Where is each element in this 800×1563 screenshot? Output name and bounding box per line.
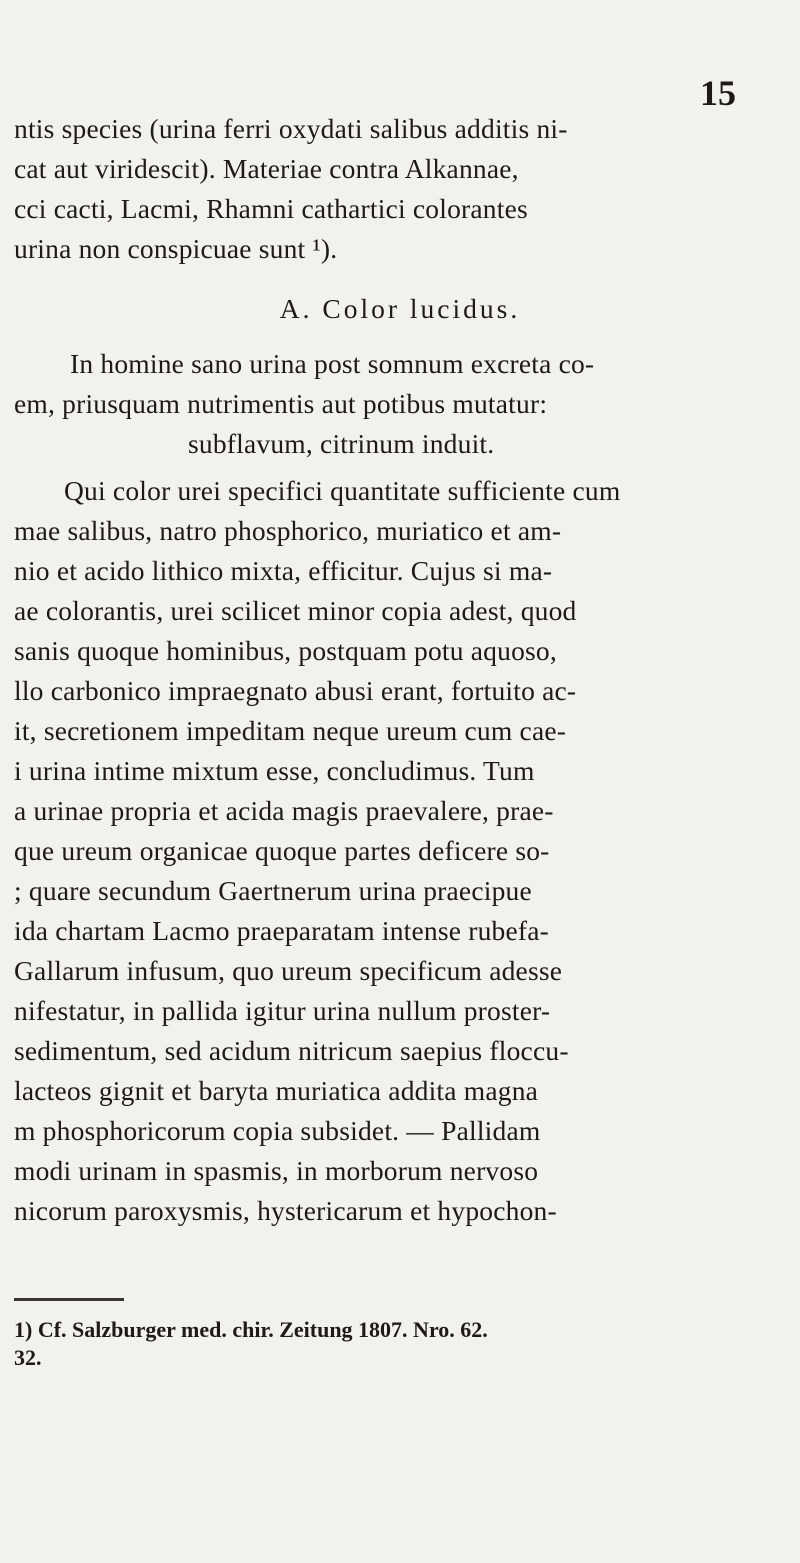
text-line: Gallarum infusum, quo ureum specificum adesse — [14, 955, 563, 986]
text-line: lacteos gignit et baryta muriatica addita magna — [14, 1075, 539, 1106]
text-line: it, secretionem impeditam neque ureum cum cae- — [14, 715, 567, 746]
footnote-continuation: 32. — [14, 1345, 42, 1370]
text-line: cat aut viridescit). Materiae contra Alkannae, — [14, 153, 519, 184]
text-line: llo carbonico impraegnato abusi erant, fortuito ac- — [14, 675, 577, 706]
text-line: a urinae propria et acida magis praevalere, prae- — [14, 795, 554, 826]
text-line: sedimentum, sed acidum nitricum saepius floccu- — [14, 1035, 569, 1066]
text-line: nifestatur, in pallida igitur urina nullum proster- — [14, 995, 551, 1026]
text-line: ; quare secundum Gaertnerum urina praecipue — [14, 875, 532, 906]
footnote-divider — [14, 1298, 124, 1301]
text-line: que ureum organicae quoque partes deficere so- — [14, 835, 550, 866]
text-line: ae colorantis, urei scilicet minor copia adest, quod — [14, 595, 577, 626]
text-line: em, priusquam nutrimentis aut potibus mutatur: — [14, 388, 548, 419]
page-number: 15 — [700, 73, 736, 113]
text-line: subflavum, citrinum induit. — [188, 428, 495, 459]
text-line: nicorum paroxysmis, hystericarum et hypochon- — [14, 1195, 557, 1226]
text-line: cci cacti, Lacmi, Rhamni cathartici colorantes — [14, 193, 528, 224]
text-line: sanis quoque hominibus, postquam potu aquoso, — [14, 635, 557, 666]
text-line: i urina intime mixtum esse, concludimus. Tum — [14, 755, 535, 786]
text-line: urina non conspicuae sunt ¹). — [14, 233, 338, 264]
text-line: ntis species (urina ferri oxydati salibus additis ni- — [14, 113, 568, 144]
text-line: m phosphoricorum copia subsidet. — Pallidam — [14, 1115, 541, 1146]
text-line: In homine sano urina post somnum excreta co- — [70, 348, 595, 379]
text-line: Qui color urei specifici quantitate sufficiente cum — [64, 475, 621, 506]
text-line: nio et acido lithico mixta, efficitur. Cujus si ma- — [14, 555, 553, 586]
text-line: modi urinam in spasmis, in morborum nervoso — [14, 1155, 539, 1186]
footnote: 1) Cf. Salzburger med. chir. Zeitung 1807. Nro. 62. — [14, 1317, 488, 1342]
text-line: ida chartam Lacmo praeparatam intense rubefa- — [14, 915, 550, 946]
section-heading: A. Color lucidus. — [279, 293, 521, 324]
text-line: mae salibus, natro phosphorico, muriatico et am- — [14, 515, 562, 546]
